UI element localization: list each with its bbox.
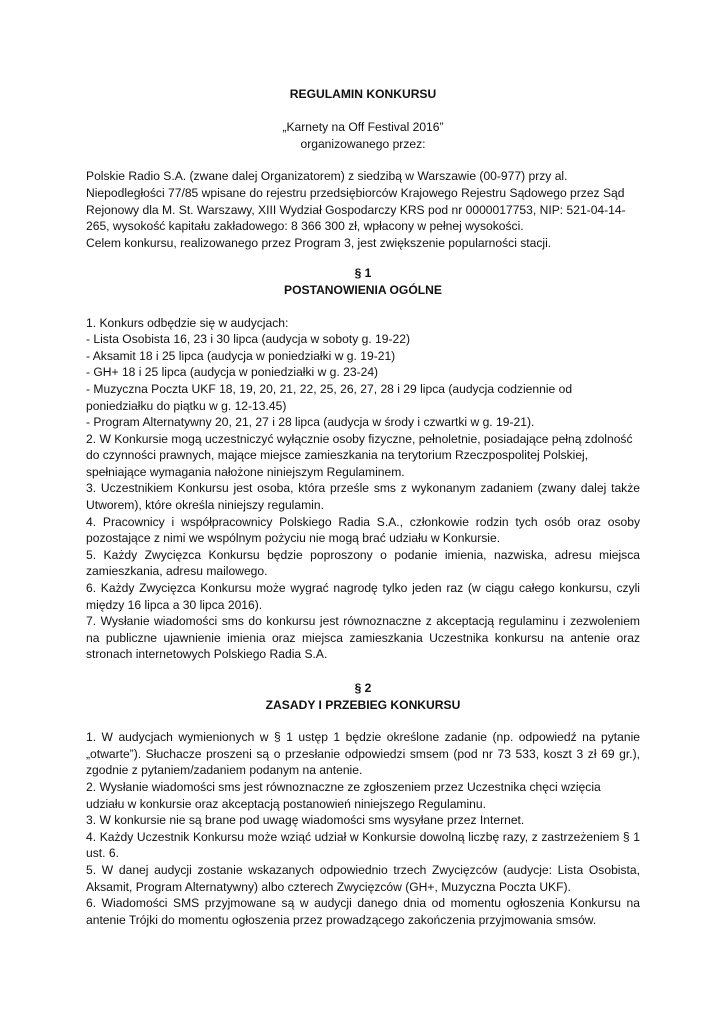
section-1-item: - Program Alternatywny 20, 21, 27 i 28 lipca (audycja w środy i czwartki w g. 19-21). [86,415,535,430]
section-1-item: - Lista Osobista 16, 23 i 30 lipca (audycja w soboty g. 19-22) [86,332,411,347]
section-1-item: - Aksamit 18 i 25 lipca (audycja w poniedziałki w g. 19-21) [86,348,396,363]
document-subtitle-line1: „Karnety na Off Festival 2016” [282,120,444,135]
section-2-heading: ZASADY I PRZEBIEG KONKURSU [265,697,461,712]
section-2 [86,680,640,928]
intro-paragraph [86,168,640,251]
intro-line: Rejonowy dla M. St. Warszawy, XIII Wydział Gospodarczy KRS pod nr 0000017753, NIP: 521-04-14- [86,202,626,217]
document-title: REGULAMIN KONKURSU [289,87,437,101]
intro-line: 265, wysokość kapitału zakładowego: 8 366 300 zł, wpłacony w pełnej wysokości. [86,219,524,234]
section-1-heading: POSTANOWIENIA OGÓLNE [284,282,442,297]
section-1-number: § 1 [354,266,372,281]
section-1 [86,265,640,663]
section-1-item: 5. Każdy Zwycięzca Konkursu będzie poproszony o podanie imienia, nazwiska, adresu miejsca zamieszkania, adresu mailowego. [86,547,640,579]
section-1-item: 2. W Konkursie mogą uczestniczyć wyłącznie osoby fizyczne, pełnoletnie, posiadające pełną zdolność do czynności prawnych, mające miejsce zamieszkania na terytorium Rzeczpospolitej Polskiej, spełniające wymagania nałożone niniejszym Regulaminem. [86,431,633,479]
section-2-item: 3. W konkursie nie są brane pod uwagę wiadomości sms wysyłane przez Internet. [86,813,525,828]
intro-line: Niepodległości 77/85 wpisane do rejestru przedsiębiorców Krajowego Rejestru Sądowego przez Sąd [86,185,625,200]
regulations-document [86,86,640,928]
section-1-item: 6. Każdy Zwycięzca Konkursu może wygrać nagrodę tylko jeden raz (w ciągu całego konkursu, czyli między 16 lipca a 30 lipca 2016). [86,581,640,612]
section-2-item: 1. W audycjach wymienionych w § 1 ustęp 1 będzie określone zadanie (np. odpowiedź na pytanie „otwarte”). Słuchacze proszeni są o przesłanie odpowiedzi smsem (pod nr 73 533, koszt 3 zł 69 gr.), zgodnie z pytaniem/zadaniem podanym na antenie. [86,730,640,778]
section-1-item: 1. Konkurs odbędzie się w audycjach: [86,315,289,330]
intro-line: Polskie Radio S.A. (zwane dalej Organizatorem) z siedzibą w Warszawie (00-977) przy al. [86,169,568,184]
section-1-item: 3. Uczestnikiem Konkursu jest osoba, która prześle sms z wykonanym zadaniem (zwany dalej także Utworem), które określa niniejszy regulamin. [86,481,640,513]
section-1-item: 4. Pracownicy i współpracownicy Polskiego Radia S.A., członkowie rodzin tych osób oraz osoby pozostające z nimi we wspólnym pożyciu nie mogą brać udziału w Konkursie. [86,514,640,546]
section-1-item: - GH+ 18 i 25 lipca (audycja w poniedziałki w g. 23-24) [86,365,379,380]
section-1-item: - Muzyczna Poczta UKF 18, 19, 20, 21, 22, 25, 26, 27, 28 i 29 lipca (audycja codziennie od poniedziałku do piątku w g. 12-13.45) [86,381,573,413]
section-2-item: 2. Wysłanie wiadomości sms jest równoznaczne ze zgłoszeniem przez Uczestnika chęci wzięcia udziału w konkursie oraz akceptacją postanowień niniejszego Regulaminu. [86,779,601,811]
intro-line: Celem konkursu, realizowanego przez Program 3, jest zwiększenie popularności stacji. [86,235,552,250]
document-subtitle-line2: organizowanego przez: [300,136,426,151]
section-2-item: 4. Każdy Uczestnik Konkursu może wziąć udział w Konkursie dowolną liczbę razy, z zastrzeżeniem § 1 ust. 6. [86,829,640,861]
section-2-number: § 2 [354,681,372,695]
section-2-item: 6. Wiadomości SMS przyjmowane są w audycji danego dnia od momentu ogłoszenia Konkursu na antenie Trójki do momentu ogłoszenia przez prowadzącego zakończenia przyjmowania smsów. [86,896,640,927]
section-1-item: 7. Wysłanie wiadomości sms do konkursu jest równoznaczne z akceptacją regulaminu i zezwoleniem na publiczne ujawnienie imienia oraz miejsca zamieszkania Uczestnika konkursu na antenie oraz stronach internetowych Polskiego Radia S.A. [86,614,640,662]
section-2-item: 5. W danej audycji zostanie wskazanych odpowiednio trzech Zwycięzców (audycje: Lista Osobista, Aksamit, Program Alternatywny) albo czterech Zwycięzców (GH+, Muzyczna Poczta UKF). [86,862,640,894]
